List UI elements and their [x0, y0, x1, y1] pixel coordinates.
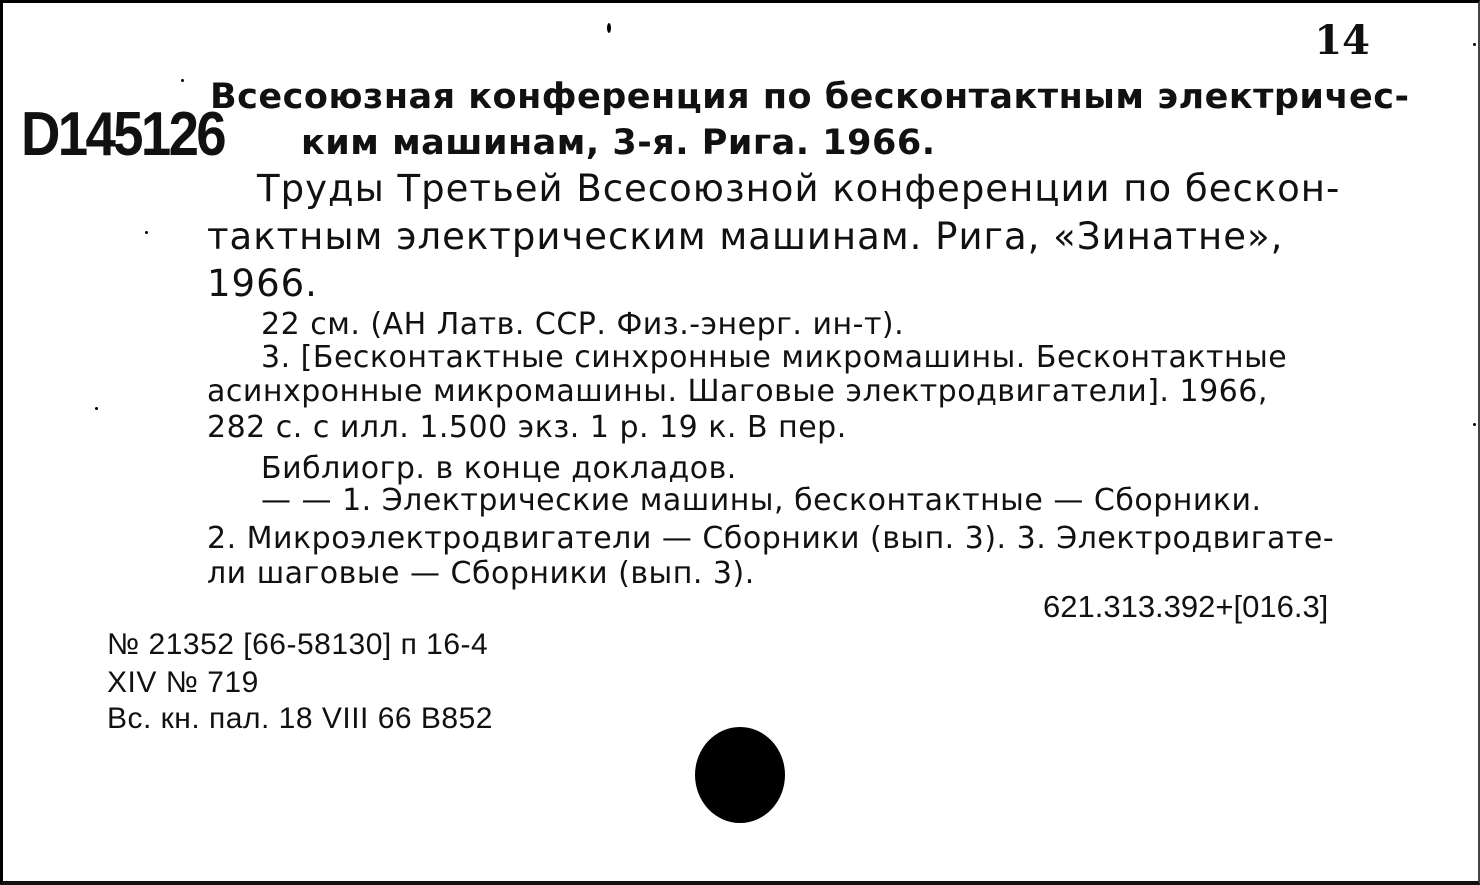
ink-speck — [181, 79, 184, 82]
ink-speck — [95, 407, 98, 410]
series-line-1: 3. [Бесконтактные синхронные микромашины. Бесконтактные — [261, 340, 1288, 375]
register-line-1: № 21352 [66-58130] п 16-4 — [107, 628, 489, 661]
series-line-3: 282 с. с илл. 1.500 экз. 1 р. 19 к. В пер. — [207, 410, 847, 445]
series-line-2: асинхронные микромашины. Шаговые электродвигатели]. 1966, — [207, 374, 1268, 409]
page-number: 14 — [1314, 17, 1370, 64]
title-line-3: 1966. — [207, 262, 318, 305]
punch-hole — [695, 727, 785, 823]
title-line-2: тактным электрическим машинам. Рига, «Зинатне», — [207, 215, 1284, 258]
register-line-3: Вс. кн. пал. 18 VIII 66 В852 — [107, 702, 493, 735]
heading-line-2: ким машинам, 3-я. Рига. 1966. — [301, 123, 936, 163]
ink-speck — [1473, 423, 1476, 426]
subjects-line-3: ли шаговые — Сборники (вып. 3). — [207, 556, 755, 591]
heading-line-1: Всесоюзная конференция по бесконтактным электричес- — [210, 77, 1410, 117]
subjects-line-1: — — 1. Электрические машины, бесконтактные — Сборники. — [261, 483, 1262, 518]
ink-speck — [1473, 43, 1476, 46]
ink-speck — [145, 231, 148, 234]
size-line: 22 см. (АН Латв. ССР. Физ.-энерг. ин-т). — [261, 307, 905, 342]
register-line-2: XIV № 719 — [107, 666, 259, 699]
subjects-line-2: 2. Микроэлектродвигатели — Сборники (вып. 3). 3. Электродвигате- — [207, 521, 1335, 556]
ink-speck — [607, 23, 611, 33]
title-line-1: Труды Третьей Всесоюзной конференции по бескон- — [257, 167, 1341, 210]
call-number: D145126 — [21, 100, 224, 169]
bibliography-note: Библиогр. в конце докладов. — [261, 451, 737, 486]
classification-code: 621.313.392+[016.3] — [1043, 589, 1329, 624]
